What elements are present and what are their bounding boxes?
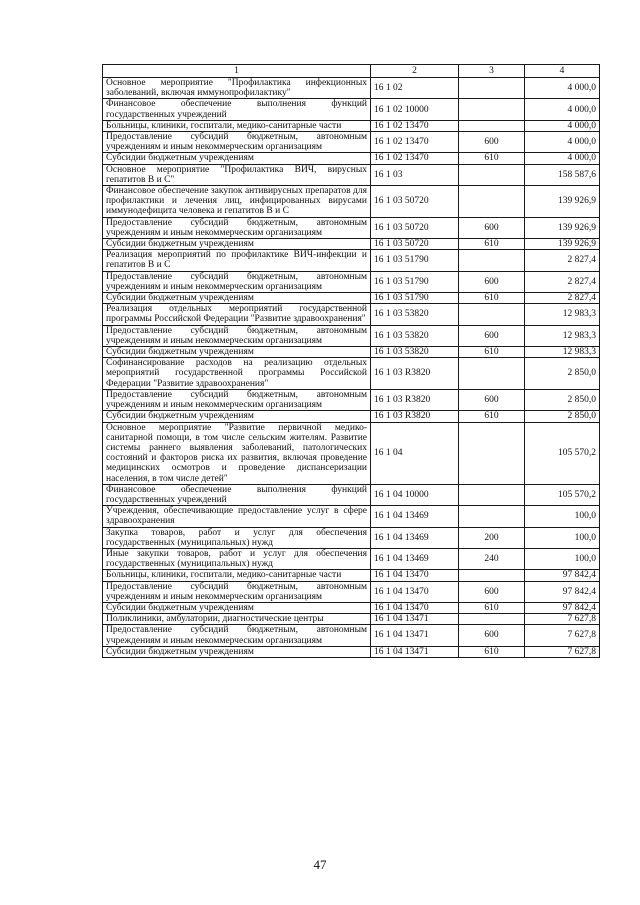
table-row: [103, 625, 600, 646]
row-code: 16 1 04 13469: [371, 548, 459, 569]
row-code: 16 1 03 R3820: [371, 411, 459, 422]
row-code: 16 1 03 R3820: [371, 389, 459, 410]
table-body: [103, 78, 600, 658]
table-row: [103, 506, 600, 527]
row-code: 16 1 03 50720: [371, 186, 459, 218]
table-row: [103, 422, 600, 484]
row-amount: 97 842,4: [525, 570, 600, 581]
row-amount: 2 827,4: [525, 293, 600, 304]
row-code: 16 1 02 13470: [371, 132, 459, 153]
row-name: Предоставление субсидий бюджетным, автономным учреждениям и иным некоммерческим организациям: [103, 132, 371, 153]
table-row: [103, 325, 600, 346]
row-code: 16 1 04 13470: [371, 581, 459, 602]
row-amount: 100,0: [525, 548, 600, 569]
row-amount: 12 983,3: [525, 347, 600, 358]
row-amount: 4 000,0: [525, 78, 600, 99]
row-amount: 7 627,8: [525, 625, 600, 646]
row-code: 16 1 02 13470: [371, 120, 459, 131]
row-name: Основное мероприятие "Профилактика инфекционных заболеваний, включая иммунопрофилактику": [103, 78, 371, 99]
table-row: [103, 293, 600, 304]
column-header-1: 1: [103, 65, 371, 78]
row-name: Софинансирование расходов на реализацию отдельных мероприятий государственной программы Российской Федерации "Развитие здравоохранения": [103, 358, 371, 390]
table-row: [103, 389, 600, 410]
row-expense-type: [459, 570, 525, 581]
row-code: 16 1 04 13469: [371, 506, 459, 527]
row-name: Предоставление субсидий бюджетным, автономным учреждениям и иным некоммерческим организациям: [103, 217, 371, 238]
row-code: 16 1 04 10000: [371, 484, 459, 505]
row-name: Предоставление субсидий бюджетным, автономным учреждениям и иным некоммерческим организациям: [103, 325, 371, 346]
table-row: [103, 217, 600, 238]
table-row: [103, 99, 600, 120]
table-row: [103, 186, 600, 218]
row-code: 16 1 03 50720: [371, 217, 459, 238]
table-row: [103, 646, 600, 657]
row-code: 16 1 04: [371, 422, 459, 484]
row-amount: 139 926,9: [525, 217, 600, 238]
row-code: 16 1 04 13471: [371, 614, 459, 625]
row-code: 16 1 03 53820: [371, 304, 459, 325]
column-header-2: 2: [371, 65, 459, 78]
table-row: [103, 527, 600, 548]
table-row: [103, 250, 600, 271]
row-name: Субсидии бюджетным учреждениям: [103, 411, 371, 422]
row-name: Субсидии бюджетным учреждениям: [103, 602, 371, 613]
row-expense-type: [459, 78, 525, 99]
page-number: 47: [313, 857, 327, 872]
row-amount: 7 627,8: [525, 614, 600, 625]
row-expense-type: [459, 120, 525, 131]
row-amount: 97 842,4: [525, 602, 600, 613]
row-expense-type: 240: [459, 548, 525, 569]
row-code: 16 1 03 53820: [371, 347, 459, 358]
row-expense-type: 600: [459, 132, 525, 153]
row-amount: 12 983,3: [525, 325, 600, 346]
row-amount: 4 000,0: [525, 132, 600, 153]
row-amount: 2 850,0: [525, 411, 600, 422]
row-name: Финансовое обеспечение выполнения функций государственных учреждений: [103, 99, 371, 120]
row-expense-type: [459, 99, 525, 120]
row-code: 16 1 03 51790: [371, 271, 459, 292]
row-expense-type: [459, 304, 525, 325]
table-row: [103, 153, 600, 164]
table-row: [103, 570, 600, 581]
row-name: Поликлиники, амбулатории, диагностические центры: [103, 614, 371, 625]
row-name: Иные закупки товаров, работ и услуг для обеспечения государственных (муниципальных) нужд: [103, 548, 371, 569]
row-name: Субсидии бюджетным учреждениям: [103, 293, 371, 304]
row-name: Субсидии бюджетным учреждениям: [103, 239, 371, 250]
row-code: 16 1 02 13470: [371, 153, 459, 164]
row-code: 16 1 02: [371, 78, 459, 99]
row-amount: 2 850,0: [525, 389, 600, 410]
table-row: [103, 164, 600, 185]
row-name: Субсидии бюджетным учреждениям: [103, 153, 371, 164]
row-expense-type: 610: [459, 347, 525, 358]
row-amount: 4 000,0: [525, 120, 600, 131]
row-expense-type: 600: [459, 271, 525, 292]
table-row: [103, 132, 600, 153]
table-row: [103, 271, 600, 292]
row-expense-type: 200: [459, 527, 525, 548]
table-row: [103, 239, 600, 250]
row-code: 16 1 03 51790: [371, 293, 459, 304]
row-expense-type: 610: [459, 153, 525, 164]
row-name: Реализация мероприятий по профилактике ВИЧ-инфекции и гепатитов В и С: [103, 250, 371, 271]
table-header-row: [103, 65, 600, 78]
table-row: [103, 304, 600, 325]
row-amount: 139 926,9: [525, 239, 600, 250]
row-expense-type: [459, 614, 525, 625]
row-expense-type: [459, 250, 525, 271]
row-code: 16 1 04 13471: [371, 625, 459, 646]
row-expense-type: [459, 164, 525, 185]
table-row: [103, 614, 600, 625]
row-name: Финансовое обеспечение закупок антивирусных препаратов для профилактики и лечения лиц, инфицированных вирусами иммунодефицита человека и гепатитов В и С: [103, 186, 371, 218]
row-code: 16 1 04 13471: [371, 646, 459, 657]
row-amount: 2 850,0: [525, 358, 600, 390]
row-amount: 100,0: [525, 506, 600, 527]
table-row: [103, 548, 600, 569]
row-amount: 105 570,2: [525, 484, 600, 505]
table-row: [103, 602, 600, 613]
row-code: 16 1 03 R3820: [371, 358, 459, 390]
row-name: Больницы, клиники, госпитали, медико-санитарные части: [103, 120, 371, 131]
table-row: [103, 484, 600, 505]
row-amount: 158 587,6: [525, 164, 600, 185]
row-code: 16 1 03: [371, 164, 459, 185]
row-amount: 100,0: [525, 527, 600, 548]
row-amount: 2 827,4: [525, 250, 600, 271]
row-name: Основное мероприятие "Развитие первичной медико-санитарной помощи, в том числе сельским жителям. Развитие системы раннего выявления заболеваний, патологических состояний и факторов риска их развития, включая проведение медицинских осмотров и проведение диспансеризации населения, в том числе детей": [103, 422, 371, 484]
row-code: 16 1 03 51790: [371, 250, 459, 271]
row-name: Предоставление субсидий бюджетным, автономным учреждениям и иным некоммерческим организациям: [103, 581, 371, 602]
row-name: Финансовое обеспечение выполнения функций государственных учреждений: [103, 484, 371, 505]
row-expense-type: 600: [459, 217, 525, 238]
column-header-3: 3: [459, 65, 525, 78]
table-row: [103, 120, 600, 131]
row-amount: 12 983,3: [525, 304, 600, 325]
table-row: [103, 411, 600, 422]
row-name: Реализация отдельных мероприятий государственной программы Российской Федерации "Развитие здравоохранения": [103, 304, 371, 325]
row-name: Учреждения, обеспечивающие предоставление услуг в сфере здравоохранения: [103, 506, 371, 527]
row-amount: 105 570,2: [525, 422, 600, 484]
row-amount: 4 000,0: [525, 153, 600, 164]
row-name: Предоставление субсидий бюджетным, автономным учреждениям и иным некоммерческим организациям: [103, 625, 371, 646]
row-name: Основное мероприятие "Профилактика ВИЧ, вирусных гепатитов В и С": [103, 164, 371, 185]
row-name: Предоставление субсидий бюджетным, автономным учреждениям и иным некоммерческим организациям: [103, 389, 371, 410]
row-name: Больницы, клиники, госпитали, медико-санитарные части: [103, 570, 371, 581]
budget-table: [102, 64, 600, 658]
row-amount: 2 827,4: [525, 271, 600, 292]
row-amount: 139 926,9: [525, 186, 600, 218]
row-name: Субсидии бюджетным учреждениям: [103, 646, 371, 657]
row-name: Закупка товаров, работ и услуг для обеспечения государственных (муниципальных) нужд: [103, 527, 371, 548]
table-row: [103, 78, 600, 99]
row-expense-type: 610: [459, 411, 525, 422]
row-expense-type: [459, 422, 525, 484]
row-expense-type: 600: [459, 581, 525, 602]
row-expense-type: 600: [459, 625, 525, 646]
row-expense-type: 610: [459, 239, 525, 250]
row-name: Субсидии бюджетным учреждениям: [103, 347, 371, 358]
row-name: Предоставление субсидий бюджетным, автономным учреждениям и иным некоммерческим организациям: [103, 271, 371, 292]
row-expense-type: 610: [459, 293, 525, 304]
row-code: 16 1 04 13470: [371, 602, 459, 613]
row-expense-type: [459, 484, 525, 505]
row-code: 16 1 04 13469: [371, 527, 459, 548]
row-expense-type: 610: [459, 646, 525, 657]
row-amount: 97 842,4: [525, 581, 600, 602]
row-expense-type: 610: [459, 602, 525, 613]
row-expense-type: [459, 506, 525, 527]
row-code: 16 1 02 10000: [371, 99, 459, 120]
row-code: 16 1 03 53820: [371, 325, 459, 346]
row-amount: 4 000,0: [525, 99, 600, 120]
row-expense-type: [459, 186, 525, 218]
table-row: [103, 347, 600, 358]
column-header-4: 4: [525, 65, 600, 78]
row-expense-type: [459, 358, 525, 390]
row-expense-type: 600: [459, 325, 525, 346]
table-row: [103, 581, 600, 602]
row-code: 16 1 03 50720: [371, 239, 459, 250]
row-expense-type: 600: [459, 389, 525, 410]
row-code: 16 1 04 13470: [371, 570, 459, 581]
table-row: [103, 358, 600, 390]
row-amount: 7 627,8: [525, 646, 600, 657]
